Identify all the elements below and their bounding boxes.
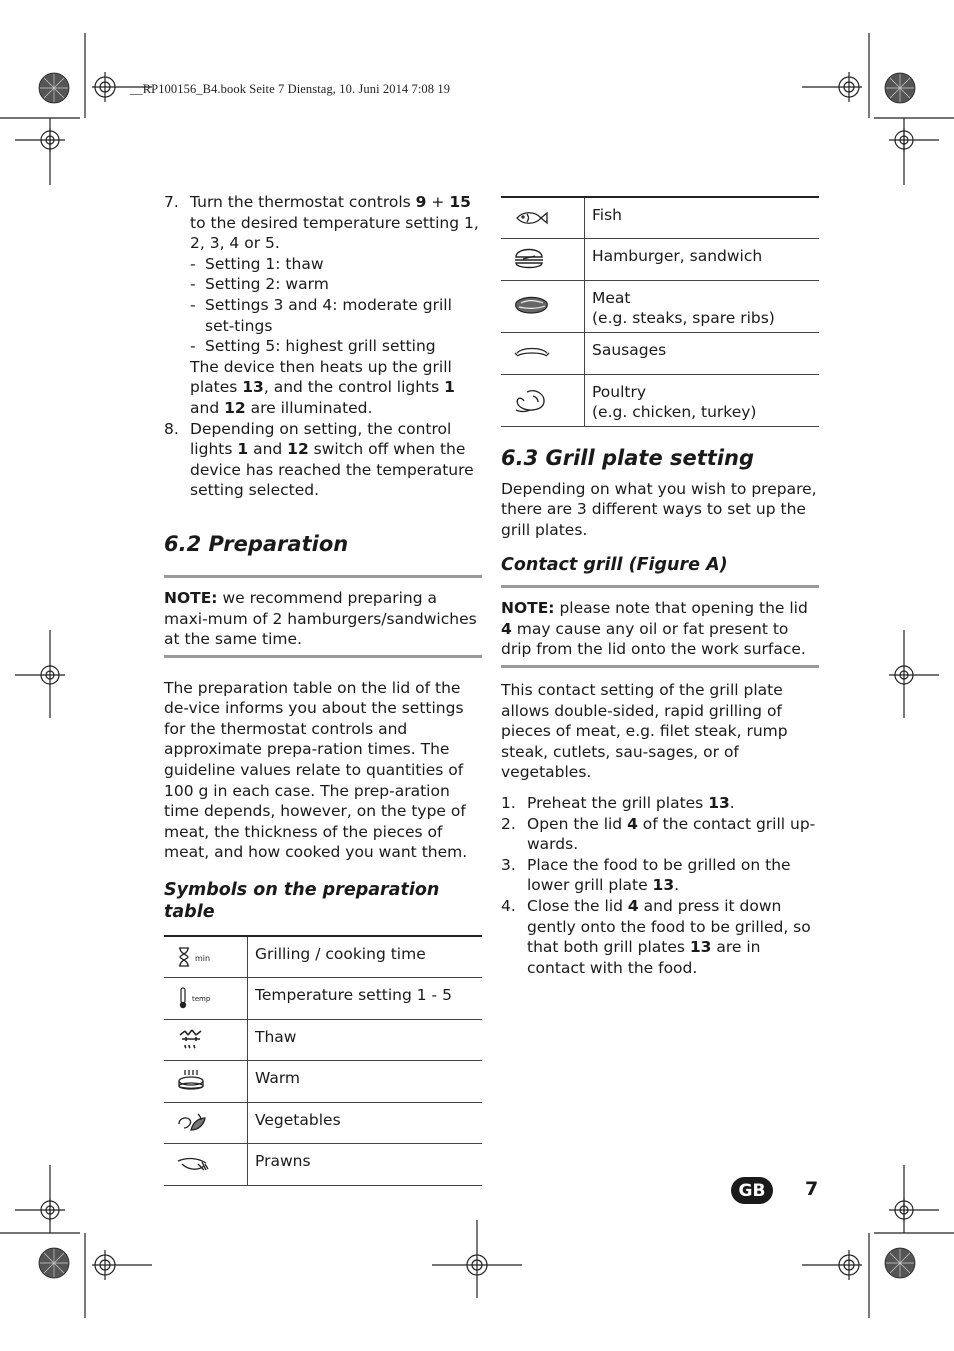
contact-step: 2. Open the lid 4 of the contact grill up-wards. [501,814,816,854]
section-heading-preparation: 6.2 Preparation [164,531,349,556]
symbol-row [501,332,819,374]
symbol-row [164,936,482,977]
vegetables-icon [176,1110,212,1136]
preparation-paragraph: The preparation table on the lid of the de-vice informs you about the settings for the thermostat controls and approximate prepa-ration times. The guideline values relate to quantities of 100 g in each case. The prep-aration time depends, however, on the type of meat, the thickness of the pieces of meat, and how cooked you want them. [164,678,468,862]
right-column [501,192,819,978]
svg-text:temp: temp [192,995,211,1004]
symbol-row [164,1143,482,1185]
contact-step: 4. Close the lid 4 and press it down gently onto the food to be grilled, so that both grill plates 13 are in contact with the food. [501,897,811,977]
setting-item: - Settings 3 and 4: moderate grill set-tings [190,295,452,335]
note-box: NOTE: please note that opening the lid 4 may cause any oil or fat present to drip from the lid onto the work surface. [501,585,819,668]
symbol-row [164,1102,482,1143]
fish-icon [513,208,549,228]
symbol-label: Grilling / cooking time [255,945,426,964]
symbol-row [501,374,819,426]
contact-paragraph: This contact setting of the grill plate allows double-sided, rapid grilling of pieces of meat, e.g. filet steak, rump steak, cutlets, sau-sages, or of vegetables. [501,681,788,782]
symbol-row [164,1019,482,1060]
symbols-table-right [501,196,819,427]
step-8-text: Depending on setting, the control lights 1 and 12 switch off when the device has reached the temperature setting selected. [190,419,474,500]
symbol-label: Prawns [255,1151,311,1170]
step-7 [164,192,482,419]
symbols-heading: Symbols on the preparation table [164,880,440,923]
step-number: 7. [164,193,179,211]
symbol-label: Sausages [592,340,667,359]
symbols-table-left [164,935,482,1186]
symbol-label: Meat [592,288,631,307]
symbol-label: Thaw [255,1027,297,1046]
grill-intro-paragraph: Depending on what you wish to prepare, there are 3 different ways to set up the grill plates. [501,479,817,539]
step-number: 8. [164,419,179,438]
symbol-row [164,977,482,1019]
symbol-row [501,280,819,332]
snowflake-thaw-icon [176,1027,206,1053]
symbol-label: Vegetables [255,1110,341,1129]
warm-dish-icon [176,1068,206,1094]
svg-text:min: min [195,953,211,963]
setting-item: - Setting 1: thaw [190,254,324,273]
symbol-row [501,238,819,280]
poultry-icon [513,386,551,414]
setting-item: - Setting 2: warm [190,275,329,294]
symbol-label: Fish [592,206,622,224]
contact-steps [501,793,819,978]
symbol-sublabel: (e.g. steaks, spare ribs) [592,309,775,328]
step-7-text: Turn the thermostat controls 9 + 15 to the desired temperature setting 1, 2, 3, 4 or 5. [190,193,479,253]
setting-item: - Setting 5: highest grill setting [190,337,436,356]
symbol-label: Hamburger, sandwich [592,246,763,265]
hourglass-icon [176,946,224,968]
page-number: 7 [805,1178,819,1200]
contact-grill-heading: Contact grill (Figure A) [501,555,728,576]
symbol-label: Warm [255,1068,301,1087]
left-column [164,192,482,1186]
contact-step: 1. Preheat the grill plates 13. [501,794,735,813]
thermometer-icon [176,986,228,1010]
step-8 [164,419,482,501]
note-box: NOTE: we recommend preparing a maxi-mum of 2 hamburgers/sandwiches at the same time. [164,575,482,658]
heat-text: The device then heats up the grill plates 13, and the control lights 1 and 12 are illuminated. [190,357,455,417]
symbol-label: Poultry [592,382,647,401]
symbol-sublabel: (e.g. chicken, turkey) [592,403,757,422]
symbol-row [501,197,819,238]
symbol-label: Temperature setting 1 - 5 [255,985,452,1004]
prawn-icon [176,1152,212,1176]
contact-step: 3. Place the food to be grilled on the lower grill plate 13. [501,855,791,895]
language-badge: GB [731,1177,773,1204]
hamburger-icon [513,247,549,271]
symbol-row [164,1060,482,1102]
sausage-icon [513,344,551,362]
section-heading-grill-plate: 6.3 Grill plate setting [501,445,755,470]
print-crop-header: __RP100156_B4.book Seite 7 Dienstag, 10. Juni 2014 7:08 19 [130,82,451,96]
meat-icon [513,293,551,319]
